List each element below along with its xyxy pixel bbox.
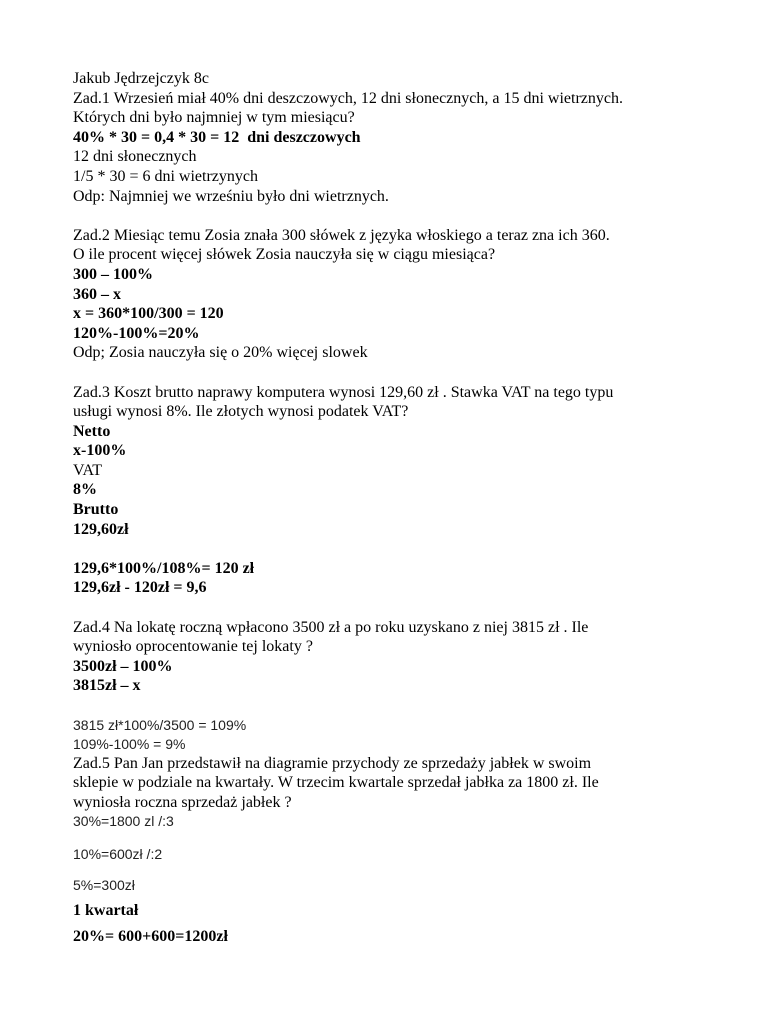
task2-question-line1: Zad.2 Miesiąc temu Zosia znała 300 słówek z języka włoskiego a teraz zna ich 360.	[73, 226, 610, 244]
task1-question-line2: Których dni było najmniej w tym miesiącu?	[73, 109, 355, 127]
task5-question-line3: wyniosła roczna sprzedaż jabłek ?	[73, 793, 292, 811]
task3-step7: 129,6*100%/108%= 120 zł	[73, 559, 255, 577]
task3-question-line2: usługi wynosi 8%. Ile złotych wynosi podatek VAT?	[73, 403, 409, 421]
task5-step2: 10%=600zł /:2	[73, 846, 163, 863]
task2-question-line2: O ile procent więcej słówek Zosia nauczyła się w ciągu miesiąca?	[73, 246, 496, 264]
task2-step2: 360 – x	[73, 285, 121, 303]
task2-step1: 300 – 100%	[73, 265, 153, 283]
task1-step1: 40% * 30 = 0,4 * 30 = 12 dni deszczowych	[73, 128, 361, 146]
task4-question-line1: Zad.4 Na lokatę roczną wpłacono 3500 zł a po roku uzyskano z niej 3815 zł . Ile	[73, 618, 589, 636]
task2-answer: Odp; Zosia nauczyła się o 20% więcej slowek	[73, 344, 368, 362]
task1-step3: 1/5 * 30 = 6 dni wietrzynych	[73, 167, 258, 185]
task5-question-line1: Zad.5 Pan Jan przedstawił na diagramie przychody ze sprzedaży jabłek w swoim	[73, 754, 592, 772]
task4-step4: 109%-100% = 9%	[73, 735, 186, 752]
task3-step4: 8%	[73, 481, 97, 499]
task4-step3: 3815 zł*100%/3500 = 109%	[73, 716, 247, 733]
task5-question-line2: sklepie w podziale na kwartały. W trzecim kwartale sprzedał jabłka za 1800 zł. Ile	[73, 774, 599, 792]
author-name: Jakub Jędrzejczyk 8c	[73, 70, 209, 87]
task3-question-line1: Zad.3 Koszt brutto naprawy komputera wynosi 129,60 zł . Stawka VAT na tego typu	[73, 383, 614, 401]
task2-step3: x = 360*100/300 = 120	[73, 305, 224, 323]
task4-question-line2: wyniosło oprocentowanie tej lokaty ?	[73, 638, 313, 656]
task5-step1: 30%=1800 zl /:3	[73, 813, 174, 830]
task3-step5: Brutto	[73, 501, 119, 519]
task5-step4: 1 kwartał	[73, 902, 139, 920]
task5-step3: 5%=300zł	[73, 877, 135, 894]
task2-step4: 120%-100%=20%	[73, 324, 200, 342]
task3-step2: x-100%	[73, 442, 127, 460]
task4-step2: 3815zł – x	[73, 677, 141, 695]
document-page	[73, 69, 733, 947]
task1-answer: Odp: Najmniej we wrześniu było dni wietrznych.	[73, 187, 389, 205]
task5-step5: 20%= 600+600=1200zł	[73, 927, 228, 945]
task3-step3: VAT	[73, 461, 103, 479]
task1-question-line1: Zad.1 Wrzesień miał 40% dni deszczowych, 12 dni słonecznych, a 15 dni wietrznych.	[73, 89, 623, 107]
task3-step1: Netto	[73, 422, 111, 440]
task1-step2: 12 dni słonecznych	[73, 148, 197, 166]
task3-step6: 129,60zł	[73, 520, 129, 538]
task4-step1: 3500zł – 100%	[73, 657, 173, 675]
task3-step8: 129,6zł - 120zł = 9,6	[73, 579, 207, 597]
